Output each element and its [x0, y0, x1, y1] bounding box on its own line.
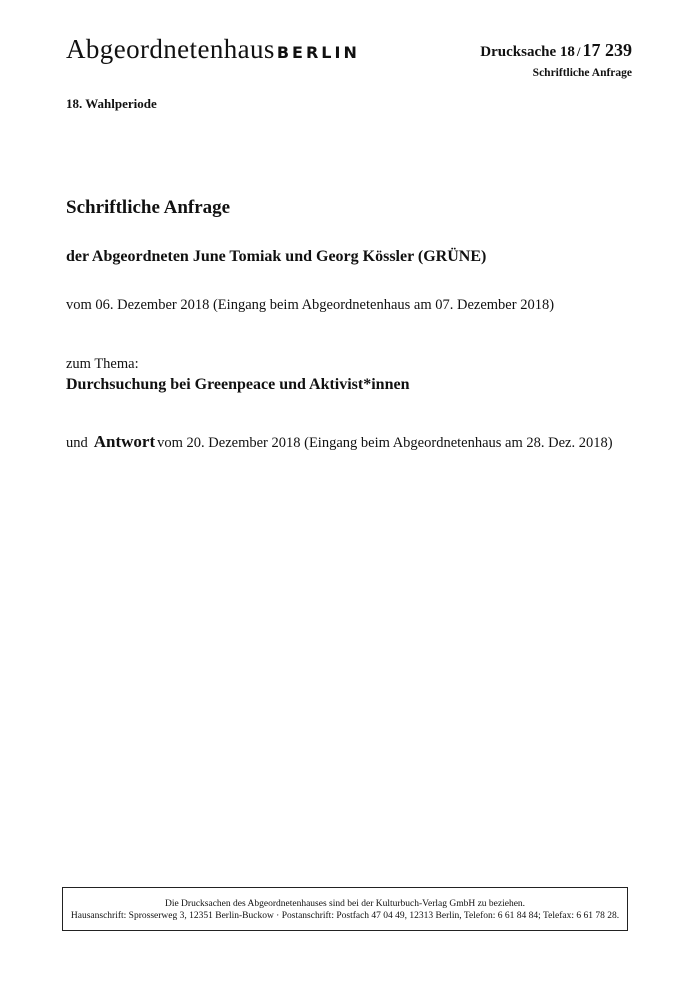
drucksache-slash: /: [576, 44, 581, 59]
footer-line-2: Hausanschrift: Sprosserweg 3, 12351 Berlin-Buckow · Postanschrift: Postfach 47 04 49, 12313 Berlin, Telefon: 6 61 84 84; Telefax: 6 61 78 28.: [70, 911, 620, 921]
drucksache-label: Drucksache 18: [480, 44, 575, 60]
topic-label: zum Thema:: [66, 356, 139, 372]
logo-wordmark: Abgeordnetenhaus: [66, 34, 275, 64]
drucksache-number: 17 239: [582, 40, 632, 60]
drucksache-block: [480, 41, 632, 80]
logo-city: BERLIN: [276, 43, 360, 62]
answer-date-line: [66, 432, 613, 452]
drucksache-id: [480, 41, 632, 60]
document-type: Schriftliche Anfrage: [532, 67, 632, 79]
footer-line-1: Die Drucksachen des Abgeordnetenhauses sind bei der Kulturbuch-Verlag GmbH zu beziehen.: [164, 899, 526, 909]
page-title: Schriftliche Anfrage: [66, 197, 231, 218]
authors-line: der Abgeordneten June Tomiak und Georg Kössler (GRÜNE): [66, 248, 487, 265]
topic-title: Durchsuchung bei Greenpeace und Aktivist*innen: [66, 376, 410, 393]
legislative-period: 18. Wahlperiode: [66, 96, 157, 111]
publisher-footer: [62, 887, 628, 931]
answer-label: Antwort: [93, 432, 156, 451]
inquiry-date-line: vom 06. Dezember 2018 (Eingang beim Abgeordnetenhaus am 07. Dezember 2018): [66, 297, 555, 313]
answer-date-text: vom 20. Dezember 2018 (Eingang beim Abgeordnetenhaus am 28. Dez. 2018): [157, 435, 613, 451]
answer-prefix: und: [66, 435, 88, 451]
parliament-logo: [66, 36, 360, 63]
